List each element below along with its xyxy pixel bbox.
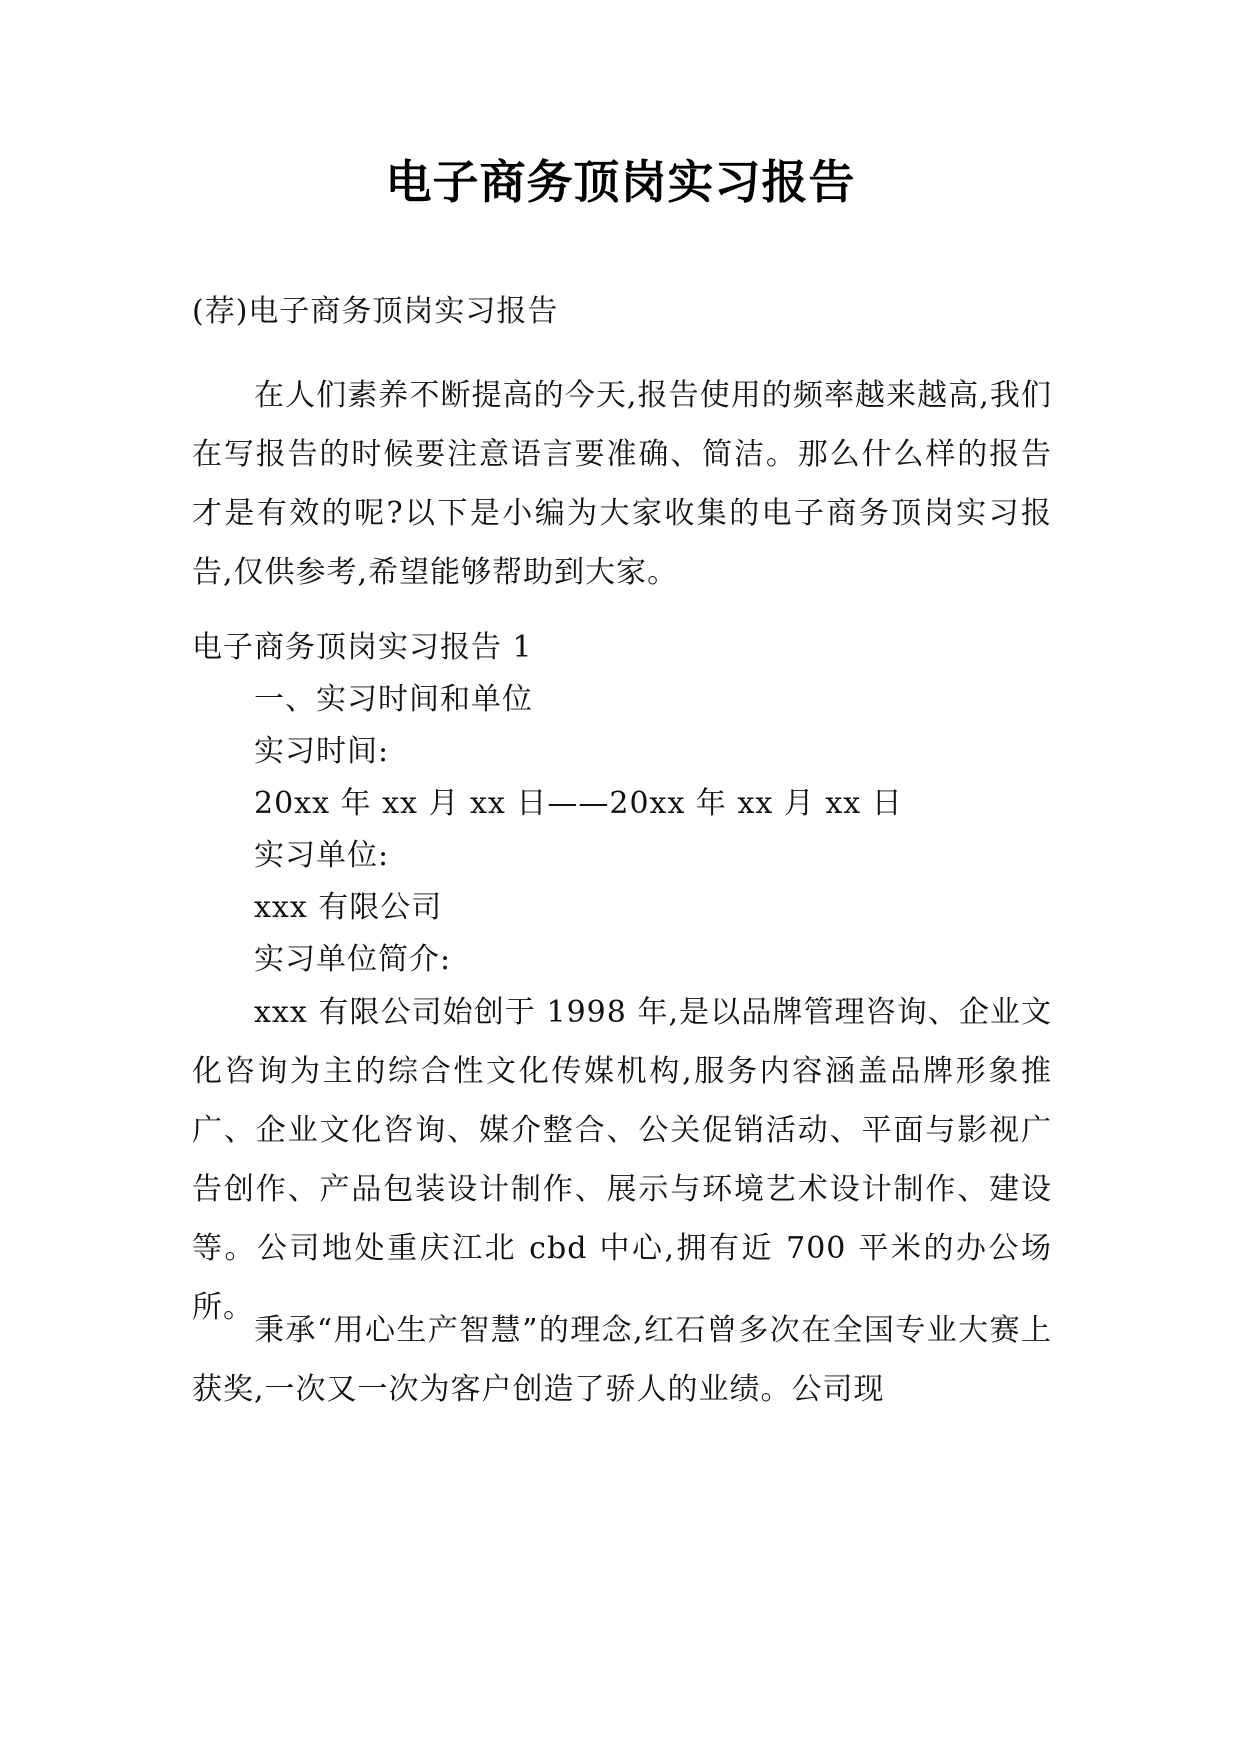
time-label: 实习时间: [254,734,390,769]
item-heading: 一、实习时间和单位 [254,682,533,717]
philosophy-paragraph: 秉承“用心生产智慧”的理念,红石曾多次在全国专业大赛上获奖,一次又一次为客户创造了骄人的业绩。公司现 [192,1313,1052,1407]
time-value: 20xx 年 xx 月 xx 日——20xx 年 xx 月 xx 日 [254,786,903,821]
document-subtitle: (荐)电子商务顶岗实习报告 [192,294,559,329]
document-title: 电子商务顶岗实习报告 [385,155,856,209]
intro-paragraph: 在人们素养不断提高的今天,报告使用的频率越来越高,我们在写报告的时候要注意语言要准确、简洁。那么什么样的报告才是有效的呢?以下是小编为大家收集的电子商务顶岗实习报告,仅供参考,希望能够帮助到大家。 [192,378,1052,590]
unit-value: xxx 有限公司 [254,890,443,925]
company-paragraph: xxx 有限公司始创于 1998 年,是以品牌管理咨询、企业文化咨询为主的综合性文化传媒机构,服务内容涵盖品牌形象推广、企业文化咨询、媒介整合、公关促销活动、平面与影视广告创作、产品包装设计制作、展示与环境艺术设计制作、建设等。公司地处重庆江北 cbd 中心,拥有近 700 平米的办公场所。 [192,995,1052,1325]
section-heading: 电子商务顶岗实习报告 1 [192,630,533,665]
company-intro-label: 实习单位简介: [254,942,452,977]
unit-label: 实习单位: [254,838,390,873]
